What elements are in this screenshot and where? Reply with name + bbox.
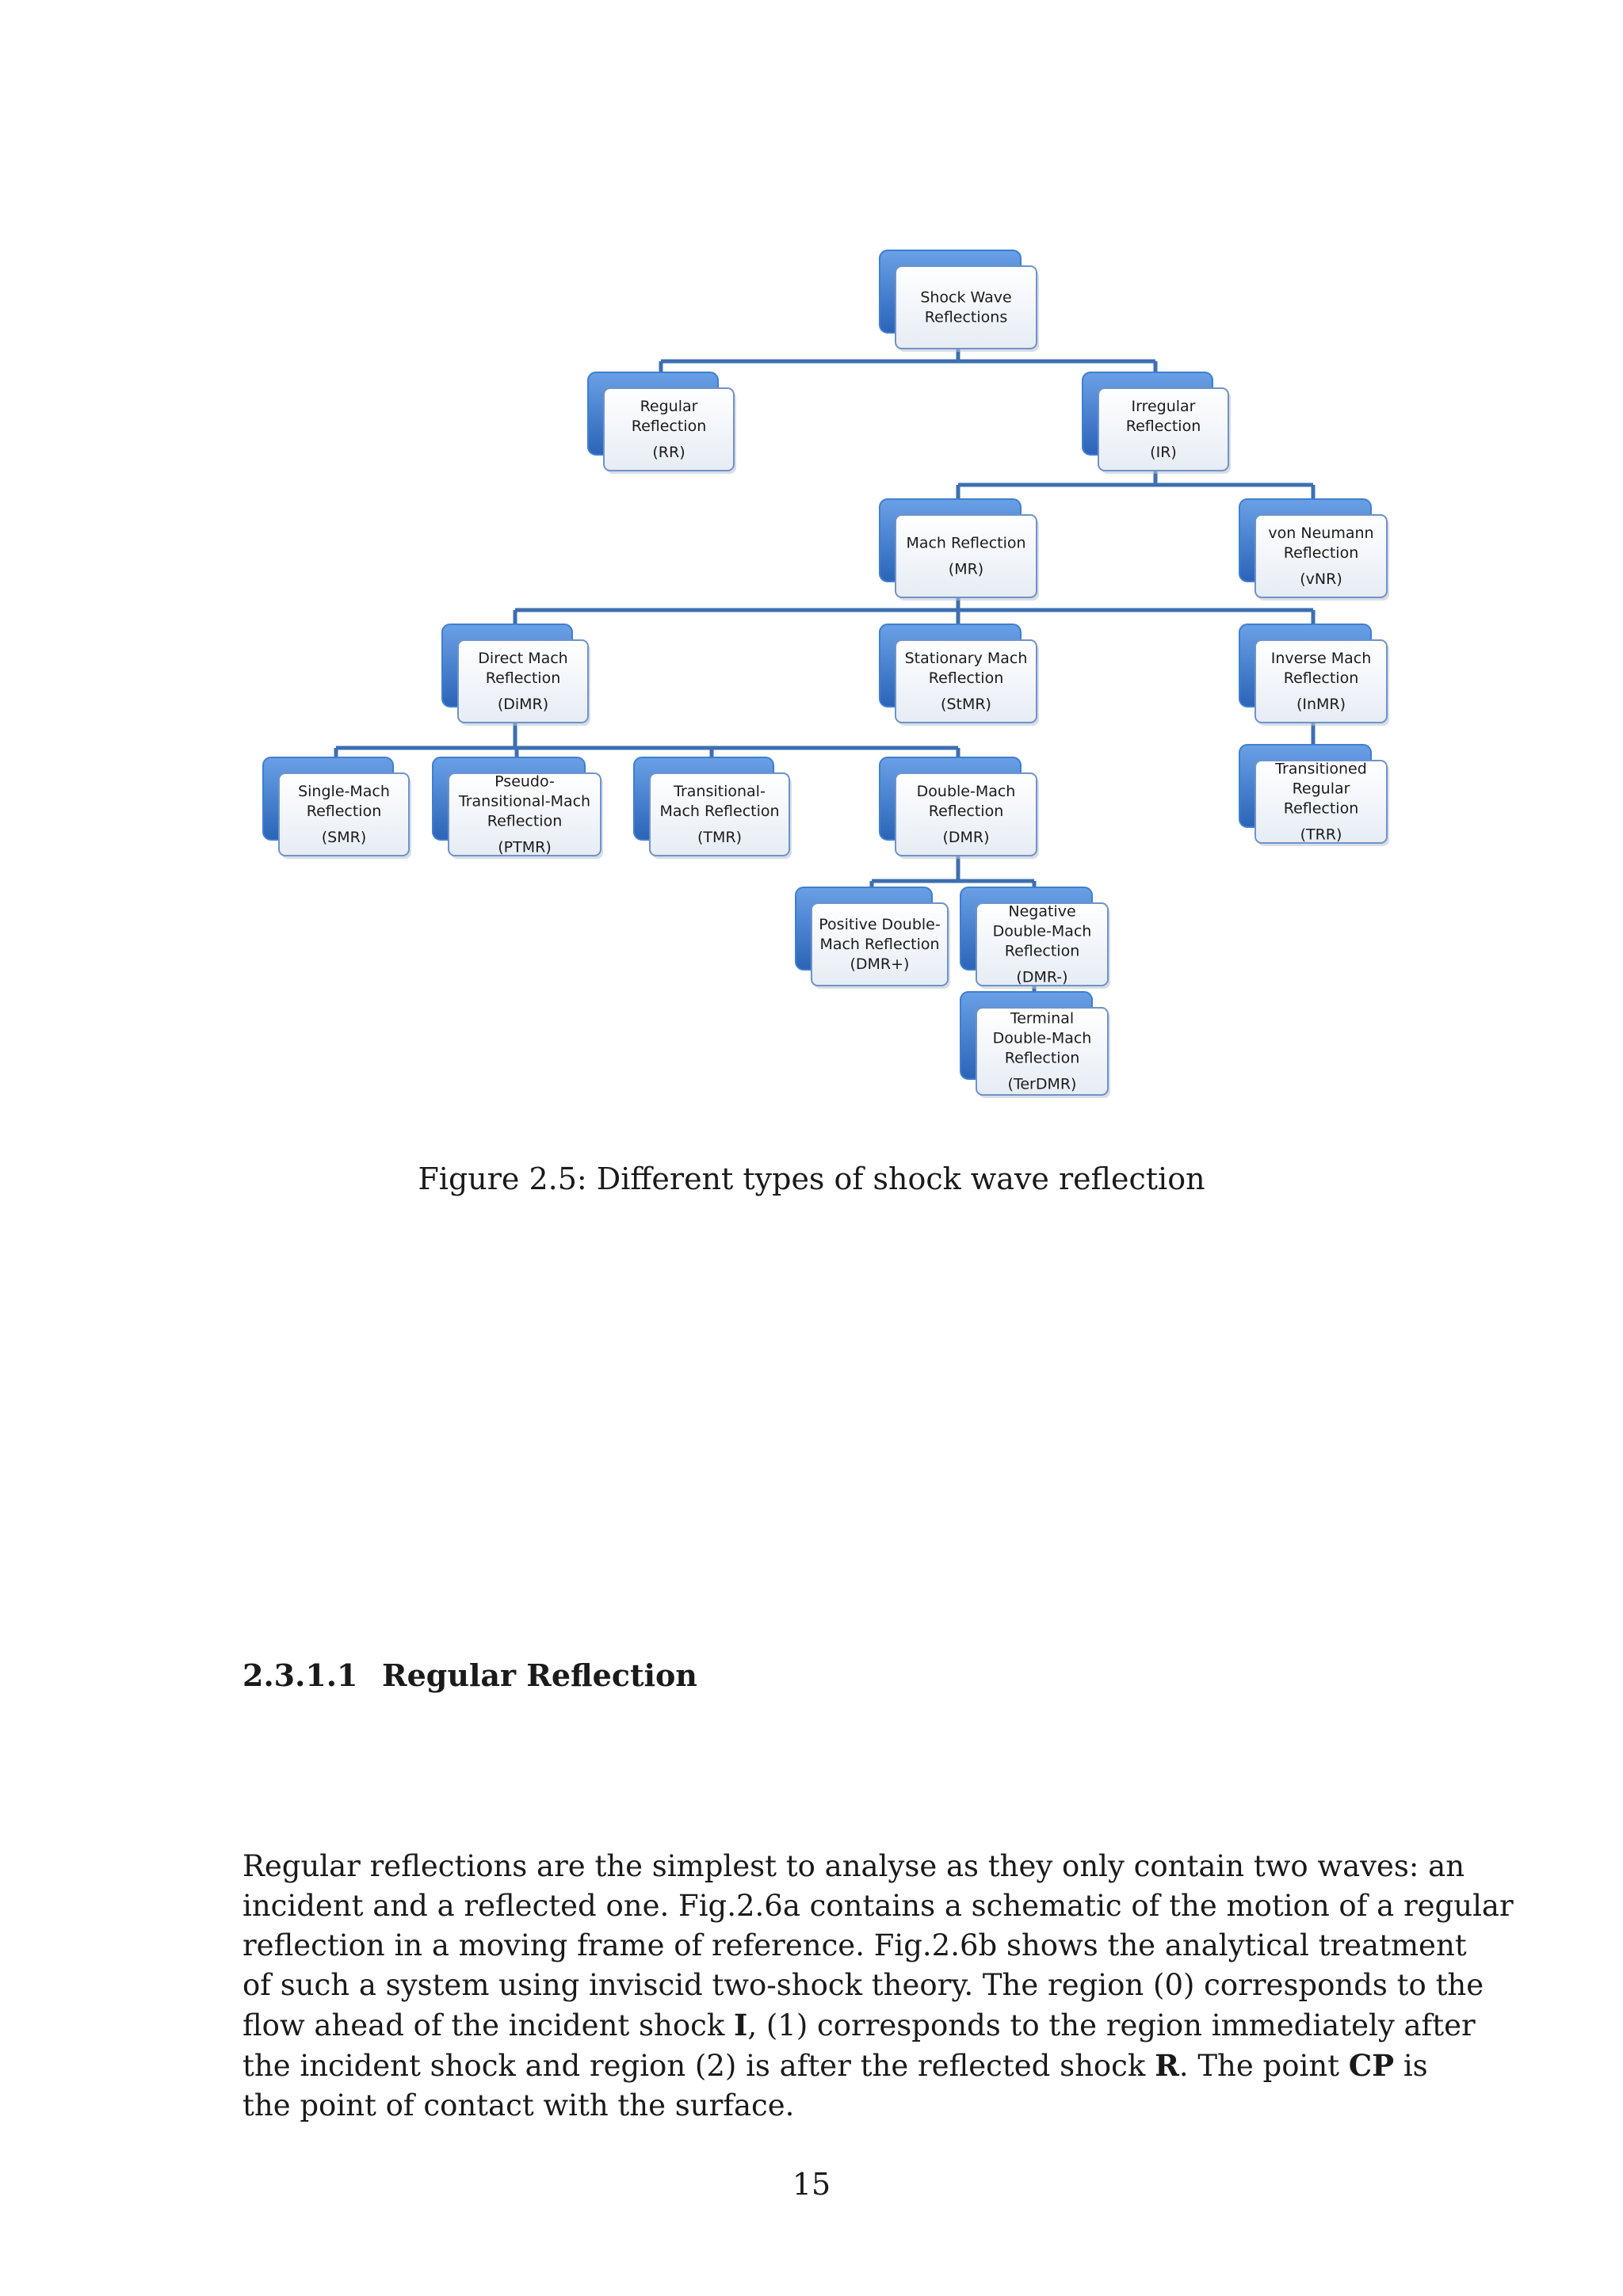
section-heading bbox=[242, 1657, 697, 1693]
node-abbreviation: (IR) bbox=[1150, 444, 1177, 461]
line-text: , (1) corresponds to the region immediately after bbox=[747, 2008, 1476, 2042]
paragraph-line: incident and a reflected one. Fig.2.6a contains a schematic of the motion of a regular bbox=[242, 1889, 1514, 1923]
node-front-box bbox=[896, 266, 1037, 349]
node-label-line: Inverse Mach bbox=[1270, 650, 1372, 667]
node-label-line: Reflection bbox=[1283, 544, 1359, 562]
node-label-line: Reflection bbox=[1004, 942, 1080, 960]
node-inmr bbox=[1239, 624, 1389, 726]
node-label-line: Terminal bbox=[1010, 1009, 1075, 1028]
node-trr bbox=[1239, 745, 1389, 846]
node-label-line: Direct Mach bbox=[478, 650, 568, 667]
node-label-line: Double-Mach bbox=[992, 922, 1092, 940]
node-label-line: (DMR+) bbox=[850, 955, 910, 973]
line-text: is bbox=[1394, 2049, 1428, 2083]
diagram-nodes bbox=[263, 250, 1389, 1098]
node-abbreviation: (DiMR) bbox=[497, 696, 549, 713]
node-abbreviation: (TerDMR) bbox=[1007, 1075, 1077, 1093]
node-abbreviation: (TMR) bbox=[697, 829, 743, 846]
node-label-line: Transitional-Mach bbox=[458, 792, 591, 810]
node-root bbox=[880, 250, 1039, 352]
node-abbreviation: (DMR-) bbox=[1016, 968, 1068, 986]
node-label-line: Mach Reflection bbox=[906, 534, 1026, 552]
node-label-line: Reflection bbox=[1125, 418, 1201, 435]
page-number: 15 bbox=[792, 2167, 831, 2202]
node-label-line: Reflection bbox=[487, 812, 563, 830]
node-label-line: Transitional- bbox=[674, 783, 766, 800]
node-abbreviation: (InMR) bbox=[1296, 696, 1346, 713]
node-front-box bbox=[896, 515, 1037, 597]
node-label-line: Reflection bbox=[1283, 669, 1359, 687]
node-label-line: Reflections bbox=[924, 308, 1008, 326]
node-ir bbox=[1083, 372, 1231, 474]
node-label-line: Negative bbox=[1008, 902, 1076, 921]
node-label-line: Mach Reflection bbox=[819, 936, 940, 953]
node-stmr bbox=[880, 624, 1039, 726]
node-label-line: Pseudo- bbox=[495, 772, 555, 791]
node-terdmr bbox=[960, 992, 1110, 1098]
node-dimr bbox=[442, 624, 590, 726]
line-text: flow ahead of the incident shock bbox=[242, 2008, 735, 2042]
node-label-line: Reflection bbox=[1283, 799, 1359, 818]
node-ptmr bbox=[433, 757, 603, 859]
node-dmrm bbox=[960, 887, 1110, 989]
paragraph-line bbox=[242, 2046, 1428, 2086]
node-label-line: Positive Double- bbox=[819, 916, 941, 933]
node-label-line: Double-Mach bbox=[992, 1029, 1092, 1047]
figure-caption: Figure 2.5: Different types of shock wave reflection bbox=[418, 1161, 1205, 1196]
section-title: Regular Reflection bbox=[382, 1657, 697, 1693]
node-label-line: Reflection bbox=[1004, 1049, 1080, 1067]
node-mr bbox=[880, 499, 1039, 601]
node-abbreviation: (StMR) bbox=[941, 696, 991, 713]
node-abbreviation: (SMR) bbox=[321, 829, 367, 846]
paragraph-line: the point of contact with the surface. bbox=[242, 2088, 795, 2122]
node-label-line: Stationary Mach bbox=[904, 650, 1028, 667]
node-vnr bbox=[1239, 499, 1389, 601]
node-label-line: Reflection bbox=[306, 803, 382, 820]
node-smr bbox=[263, 757, 411, 859]
line-text: the incident shock and region (2) is after the reflected shock bbox=[242, 2049, 1155, 2083]
node-tmr bbox=[634, 757, 792, 859]
node-abbreviation: (RR) bbox=[652, 444, 685, 461]
node-label-line: von Neumann bbox=[1268, 524, 1374, 542]
node-dmr bbox=[880, 757, 1039, 859]
shock-wave-reflection-tree-diagram bbox=[0, 0, 1623, 1125]
paragraph-line: of such a system using inviscid two-shock theory. The region (0) corresponds to the bbox=[242, 1968, 1484, 2002]
node-label-line: Mach Reflection bbox=[659, 803, 780, 820]
node-label-line: Reflection bbox=[928, 669, 1004, 687]
node-label-line: Single-Mach bbox=[298, 783, 390, 800]
body-paragraph bbox=[242, 1847, 1514, 2126]
node-abbreviation: (MR) bbox=[948, 560, 984, 578]
node-label-line: Reflection bbox=[631, 418, 707, 435]
node-abbreviation: (vNR) bbox=[1300, 570, 1342, 588]
node-abbreviation: (PTMR) bbox=[498, 838, 552, 856]
section-number: 2.3.1.1 bbox=[242, 1657, 358, 1693]
node-dmrp bbox=[796, 887, 950, 989]
paragraph-line: Regular reflections are the simplest to analyse as they only contain two waves: an bbox=[242, 1849, 1465, 1883]
bold-symbol-I: I bbox=[734, 2008, 748, 2042]
node-rr bbox=[588, 372, 736, 474]
node-abbreviation: (TRR) bbox=[1300, 826, 1342, 844]
paragraph-line bbox=[242, 2005, 1476, 2046]
node-label-line: Double-Mach bbox=[916, 783, 1016, 800]
node-label-line: Shock Wave bbox=[920, 288, 1012, 307]
node-abbreviation: (DMR) bbox=[942, 829, 990, 846]
bold-symbol-R: R bbox=[1155, 2048, 1179, 2083]
node-label-line: Regular bbox=[1292, 780, 1350, 798]
node-label-line: Transitioned bbox=[1275, 760, 1367, 778]
node-label-line: Regular bbox=[640, 398, 698, 415]
paragraph-line: reflection in a moving frame of reference. Fig.2.6b shows the analytical treatment bbox=[242, 1928, 1467, 1962]
node-label-line: Reflection bbox=[928, 803, 1004, 820]
node-label-line: Irregular bbox=[1131, 398, 1196, 415]
node-label-line: Reflection bbox=[485, 669, 561, 687]
line-text: . The point bbox=[1178, 2049, 1349, 2083]
bold-symbol-CP: CP bbox=[1348, 2048, 1395, 2083]
